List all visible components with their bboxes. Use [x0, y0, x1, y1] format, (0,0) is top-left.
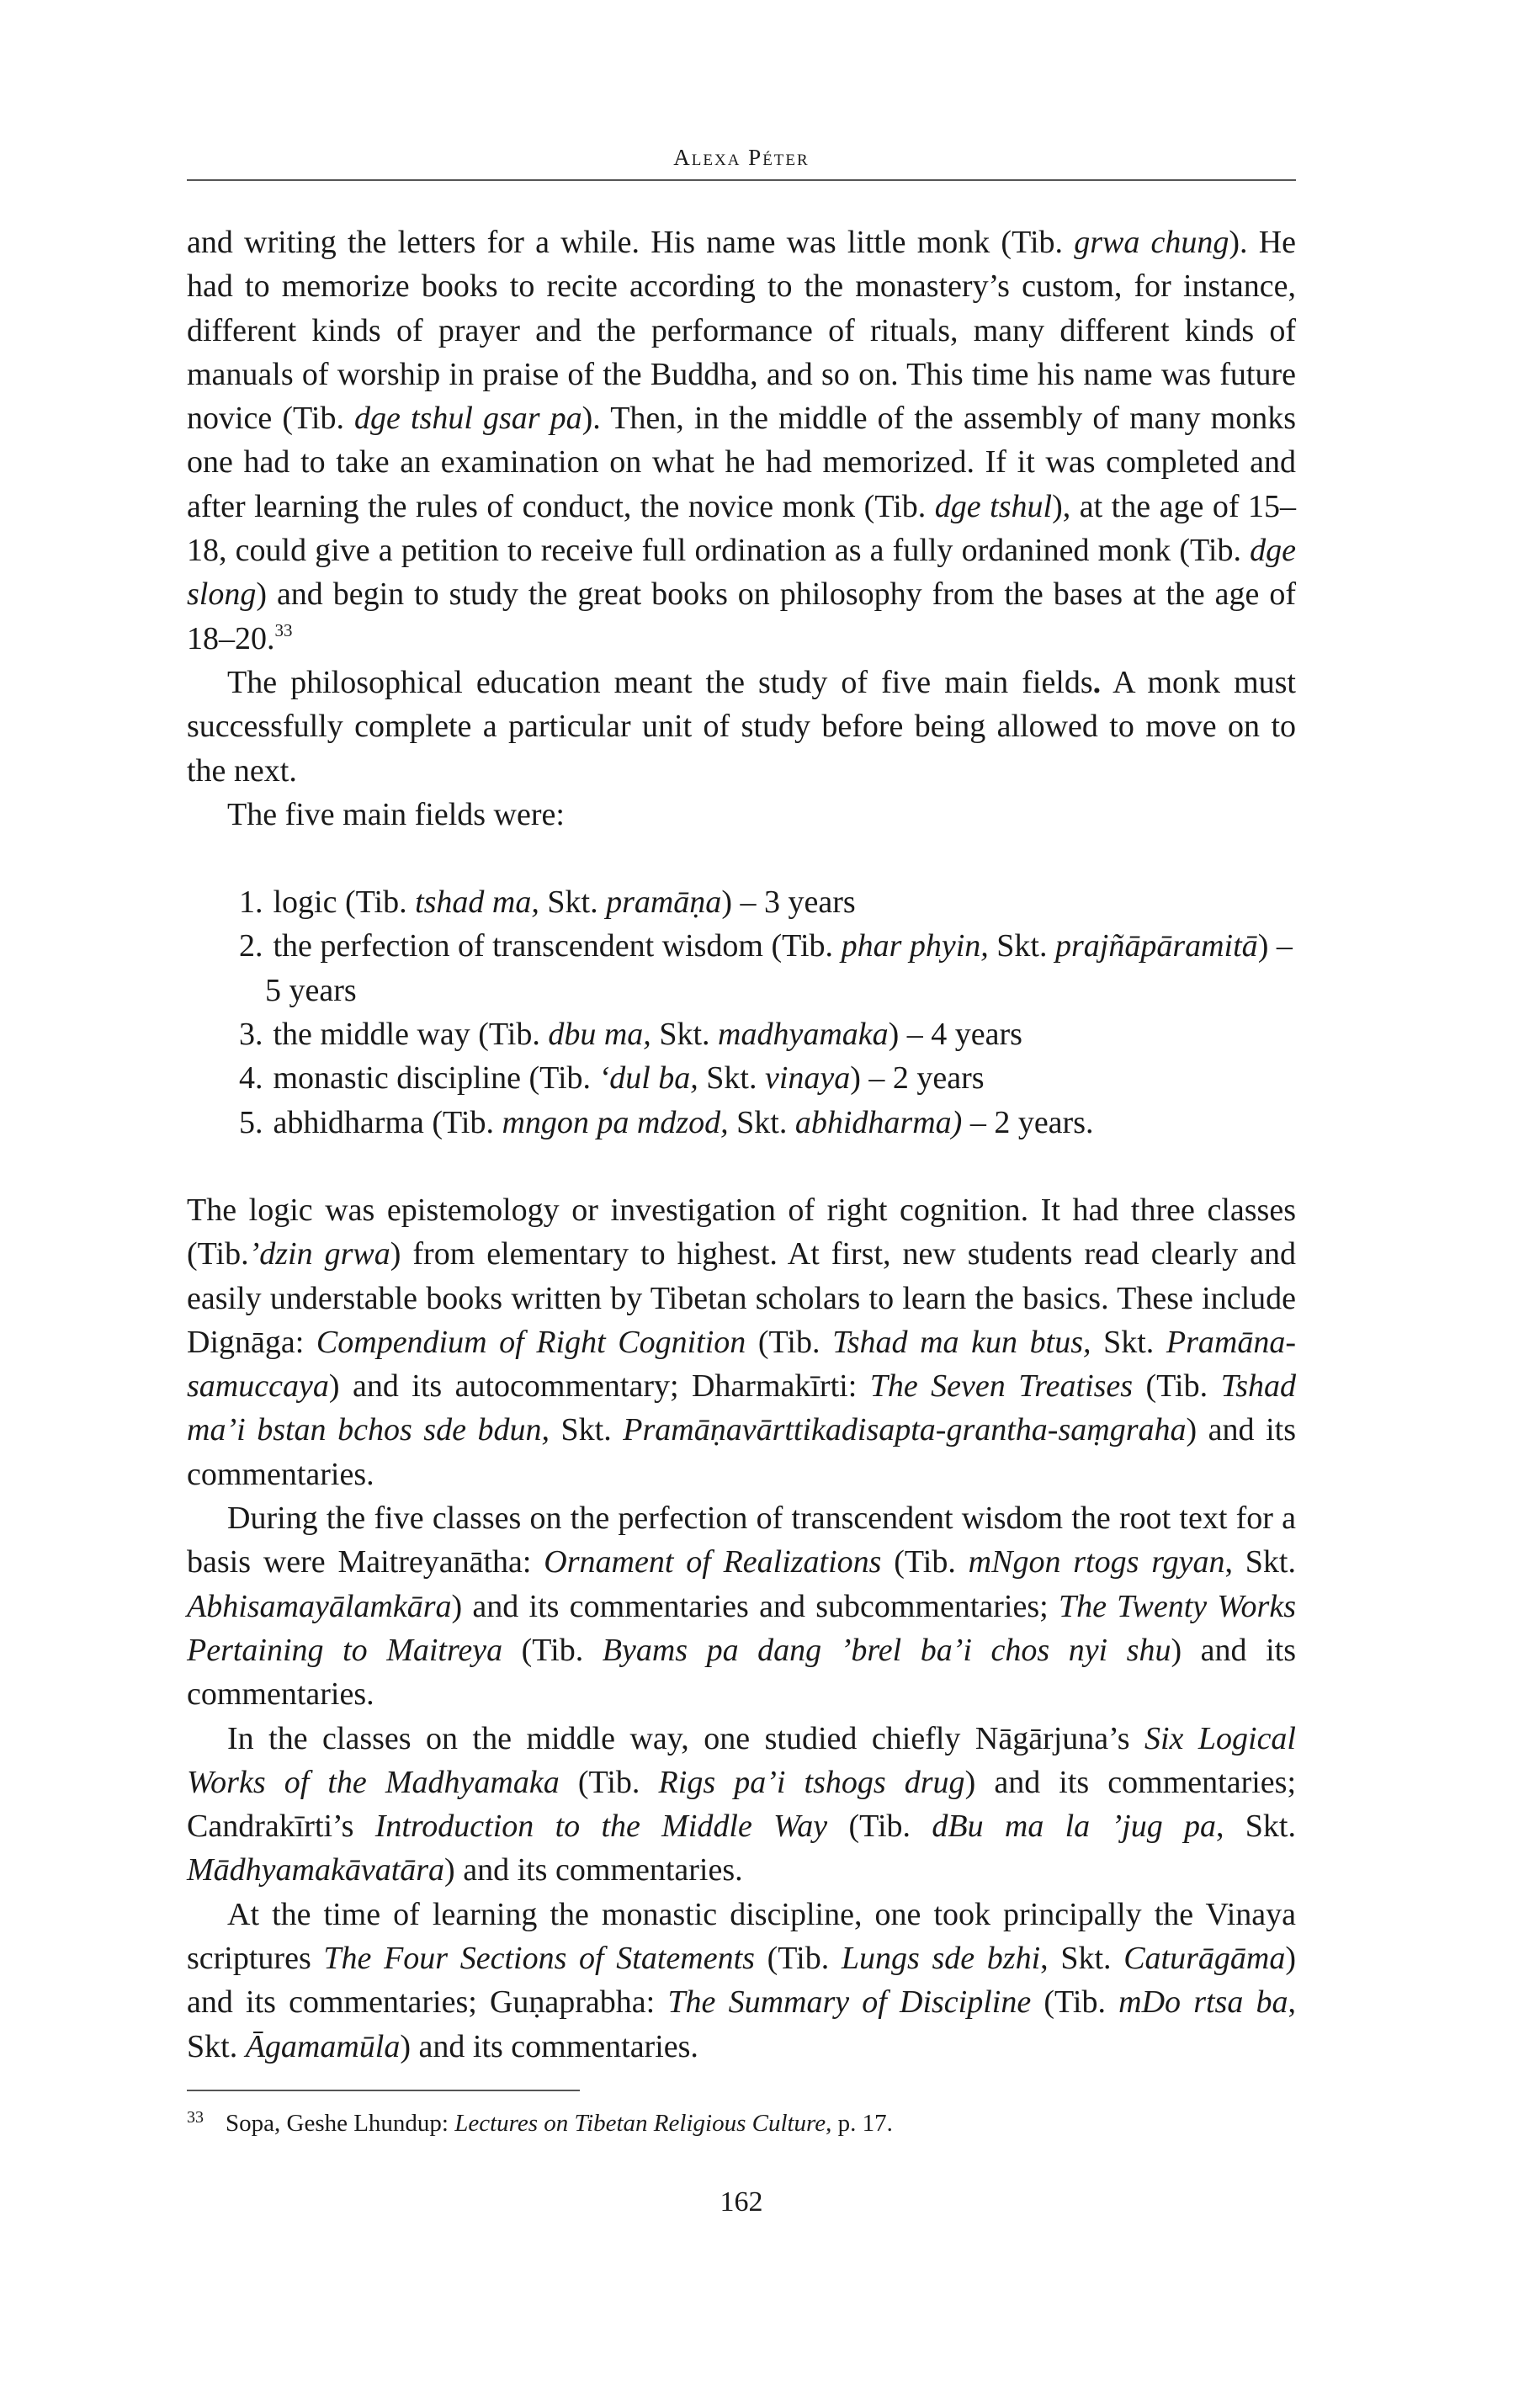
work-title: Six Logical Works of the Madhyamaka: [187, 1720, 1296, 1800]
text-run: (Tib.: [502, 1632, 603, 1668]
list-number: 2.: [239, 928, 263, 964]
text-run: ) – 2 years: [850, 1060, 985, 1097]
sanskrit-term: madhyamaka: [718, 1017, 889, 1053]
bold-period: .: [1092, 664, 1102, 700]
text-run: The philosophical education meant the study of five main fields: [227, 664, 1093, 700]
text-run: and writing the letters for a while. His name was little monk (Tib.: [187, 225, 1075, 260]
work-title: Compendium of Right Cognition: [316, 1324, 746, 1360]
sanskrit-title: Pramāna-samuccaya: [187, 1324, 1296, 1405]
text-run: , Skt.: [1216, 1809, 1296, 1845]
sanskrit-title: Abhisamayālamkāra: [187, 1588, 452, 1624]
list-number: 3.: [239, 1017, 263, 1053]
text-run: ) and its commentaries and subcommentaries;: [451, 1588, 1059, 1624]
sanskrit-title: Pramāṇavārttikadisapta-grantha-saṃgraha: [623, 1412, 1187, 1448]
text-run: ) and its commentaries.: [444, 1852, 743, 1888]
text-run: ). He had to memorize books to recite according to the monastery’s custom, for instance, different kinds of prayer and the performance of rituals, many different kinds of manuals of worship in praise of the Buddha, and so on. This time his name was future novice (Tib.: [187, 225, 1297, 437]
text-run: the perfection of transcendent wisdom (Tib.: [273, 928, 842, 964]
work-title: The Summary of Discipline: [667, 1984, 1032, 2021]
list-item: [187, 1056, 1296, 1100]
text-run: Skt.: [728, 1104, 795, 1140]
footnote: 33 Sopa, Geshe Lhundup: Lectures on Tibetan Religious Culture, p. 17.: [187, 2108, 893, 2137]
tibetan-term: dge slong: [187, 533, 1296, 613]
tibetan-term: ’dzin grwa: [248, 1236, 390, 1272]
text-run: ) and its commentaries; Candrakīrti’s: [187, 1764, 1296, 1845]
tibetan-term: mngon pa mdzod,: [502, 1104, 729, 1140]
tibetan-term: phar phyin,: [841, 928, 989, 964]
text-run: ), at the age of 15–18, could give a petition to receive full ordination as a fully ordanined monk (Tib.: [187, 488, 1296, 569]
text-run: (Tib.: [1031, 1984, 1119, 2021]
text-run: ) and its commentaries.: [400, 2028, 698, 2064]
paragraph-list-intro: The five main fields were:: [227, 796, 565, 832]
text-run: logic (Tib.: [273, 884, 416, 921]
sanskrit-term: vinaya: [764, 1060, 851, 1097]
paragraph-logic: [187, 1188, 1296, 1496]
tibetan-term: tshad ma,: [415, 884, 539, 921]
text-run: In the classes on the middle way, one studied chiefly Nāgārjuna’s: [227, 1720, 1144, 1756]
list-number: 4.: [239, 1060, 263, 1097]
sanskrit-title: Caturāgāma: [1123, 1940, 1286, 1976]
paragraph-novice-training: [187, 220, 1296, 661]
page-number: 162: [720, 2186, 763, 2218]
spacer: [187, 1145, 1296, 1188]
text-run: ). Then, in the middle of the assembly of many monks one had to take an examination on what he had memorized. If it was completed and after learning the rules of conduct, the novice monk (Tib.: [187, 401, 1296, 524]
list-item: [187, 924, 1296, 1012]
text-run: During the five classes on the perfection of transcendent wisdom the root text for a basis were Maitreyanātha:: [187, 1501, 1296, 1580]
tibetan-title: Byams pa dang ’brel ba’i chos nyi shu: [602, 1632, 1171, 1668]
text-run: (Tib.: [1133, 1368, 1221, 1405]
tibetan-title: Lungs sde bzhi: [841, 1940, 1041, 1976]
spacer: [187, 837, 1296, 880]
work-title: The Seven Treatises: [869, 1368, 1134, 1405]
text-run: (Tib.: [559, 1764, 659, 1800]
text-run: Skt.: [698, 1060, 765, 1097]
list-number: 1.: [239, 884, 263, 921]
text-run: monastic discipline (Tib.: [273, 1060, 599, 1097]
text-run: ) – 5 years: [265, 928, 1293, 1008]
list-item: [187, 1101, 1296, 1145]
list-item: [187, 880, 1296, 924]
tibetan-title: Tshad ma kun btus,: [832, 1324, 1091, 1360]
text-run: Skt.: [549, 1412, 624, 1448]
work-title: The Four Sections of Statements: [323, 1940, 755, 1976]
paragraph-perfection-of-wisdom: [187, 1496, 1296, 1716]
tibetan-term: ‘dul ba,: [598, 1060, 698, 1097]
footnote-reference[interactable]: 33: [274, 619, 293, 640]
tibetan-term: dge tshul gsar pa: [354, 401, 582, 437]
text-run: A monk must successfully complete a particular unit of study before being allowed to move on to the next.: [187, 664, 1296, 789]
text-run: Skt.: [651, 1017, 719, 1053]
tibetan-term: grwa chung: [1074, 225, 1229, 260]
work-title: The Twenty Works Pertaining to Maitreya: [187, 1588, 1296, 1668]
text-run: ) and its autocommentary; Dharmakīrti:: [328, 1368, 870, 1405]
paragraph-philosophical-education: [187, 661, 1296, 793]
text-run: the middle way (Tib.: [273, 1017, 549, 1053]
text-run: ) and begin to study the great books on philosophy from the bases at the age of 18–20.: [187, 576, 1296, 656]
text-run: abhidharma (Tib.: [273, 1104, 502, 1140]
tibetan-term: dbu ma,: [548, 1017, 651, 1053]
text-run: , Skt.: [1040, 1940, 1124, 1976]
text-run: , Skt.: [1224, 1544, 1296, 1580]
sanskrit-term: abhidharma): [794, 1104, 963, 1140]
work-title: Ornament of Realizations: [544, 1544, 882, 1580]
text-run: ) and its commentaries.: [187, 1412, 1296, 1492]
tibetan-title: mDo rtsa ba: [1118, 1984, 1288, 2021]
text-run: The logic was epistemology or investigation of right cognition. It had three classes (Tib.: [187, 1192, 1296, 1272]
text-run: Skt.: [1091, 1324, 1166, 1360]
text-run: Skt.: [988, 928, 1055, 964]
text-run: – 2 years.: [962, 1104, 1094, 1140]
text-run: Skt.: [539, 884, 607, 921]
footnote-rule: [187, 2090, 580, 2091]
text-run: ) and its commentaries; Guṇaprabha:: [187, 1940, 1296, 2021]
text-run: ) and its commentaries.: [187, 1632, 1296, 1713]
work-title: Introduction to the Middle Way: [374, 1809, 828, 1845]
text-run: (Tib.: [881, 1544, 969, 1580]
header-rule: [187, 179, 1296, 181]
footnote-text: Sopa, Geshe Lhundup:: [226, 2110, 455, 2137]
footnote-work-title: Lectures on Tibetan Religious Culture: [454, 2110, 826, 2137]
tibetan-title: Rigs pa’i tshogs drug: [658, 1764, 965, 1800]
tibetan-term: dge tshul: [934, 488, 1053, 524]
sanskrit-term: pramāṇa: [606, 884, 722, 921]
text-run: ) from elementary to highest. At first, new students read clearly and easily understable books written by Tibetan scholars to learn the basics. These include Dignāga:: [187, 1236, 1296, 1360]
text-run: (Tib.: [746, 1324, 833, 1360]
sanskrit-title: Āgamamūla: [245, 2028, 401, 2064]
text-run: At the time of learning the monastic discipline, one took principally the Vinaya scriptures: [187, 1896, 1296, 1976]
text-run: (Tib.: [827, 1809, 932, 1845]
tibetan-title: dBu ma la ’jug pa: [932, 1809, 1216, 1845]
sanskrit-title: Mādhyamakāvatāra: [187, 1852, 445, 1888]
tibetan-title: mNgon rtogs rgyan: [968, 1544, 1225, 1580]
main-text: [187, 220, 1296, 2069]
five-fields-list: [187, 880, 1296, 1145]
footnote-text: , p. 17.: [826, 2110, 893, 2137]
text-run: (Tib.: [754, 1940, 842, 1976]
sanskrit-term: prajñāpāramitā: [1054, 928, 1258, 964]
paragraph-monastic-discipline: [187, 1893, 1296, 2069]
paragraph-middle-way: [187, 1717, 1296, 1893]
text-run: , Skt.: [187, 1984, 1297, 2064]
text-run: ) – 3 years: [721, 884, 856, 921]
tibetan-title: Tshad ma’i bstan bchos sde bdun,: [187, 1368, 1296, 1448]
list-item: [187, 1012, 1296, 1056]
running-header: Alexa Péter: [673, 145, 810, 170]
list-number: 5.: [239, 1104, 263, 1140]
text-run: ) – 4 years: [888, 1017, 1022, 1053]
